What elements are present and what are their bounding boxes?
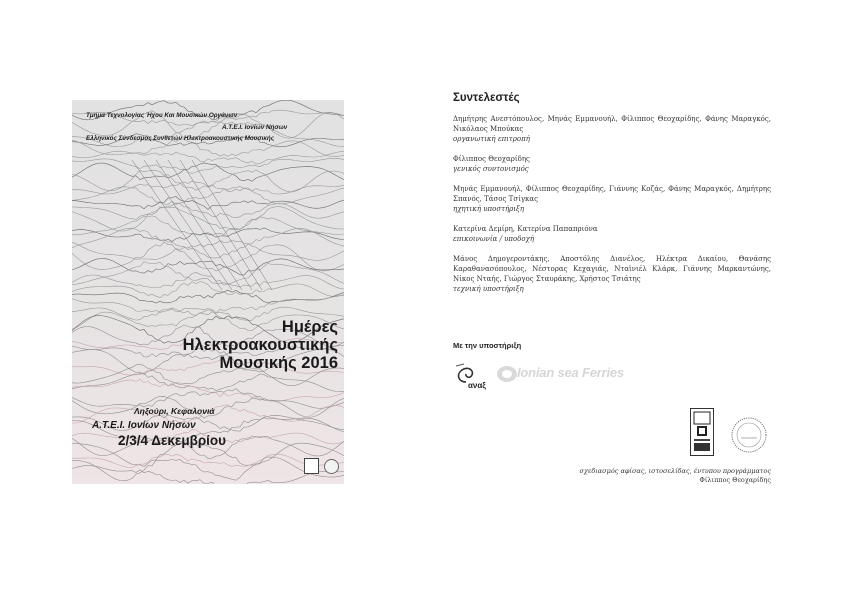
anag-logo-text: αναξ [468, 381, 486, 390]
designer-credit [540, 467, 771, 485]
poster-essim-logo-icon [324, 459, 339, 474]
credit-block [453, 254, 771, 294]
essim-seal-icon [731, 417, 767, 453]
poster-header-association: Ελληνικός Σύνδεσμος Συνθετών Ηλεκτροακουστικής Μουσικής [86, 135, 275, 142]
festival-poster [72, 100, 344, 484]
credit-role: τεχνική υποστήριξη [453, 285, 524, 293]
credit-names: Δημήτρης Ανεστόπουλος, Μηνάς Εμμανουήλ, Φίλιππος Θεοχαρίδης, Φάνης Μαραγκός, Νικόλαος Μπούκας [453, 115, 771, 133]
credit-role: οργανωτική επιτροπή [453, 135, 530, 143]
poster-title-line-2: Ηλεκτροακουστικής [182, 336, 338, 354]
poster-title [183, 318, 338, 372]
support-title: Με την υποστήριξη [453, 341, 522, 350]
credit-block [453, 184, 771, 214]
designer-role: σχεδιασμός αφίσας, ιστοσελίδας, έντυπου προγράμματος [579, 467, 771, 475]
credit-block [453, 154, 771, 174]
ionian-ferries-logo-text: Ionian sea Ferries [517, 365, 624, 380]
poster-location: Ληξούρι, Κεφαλονιά [134, 406, 215, 416]
credit-names: Μηνάς Εμμανουήλ, Φίλιππος Θεοχαρίδης, Γιάννης Κοζάς, Φάνης Μαραγκός, Δημήτρης Σπανός, Τάσος Τσίγκας [453, 185, 771, 203]
credit-names: Μάνος Δημογεροντάκης, Αποστόλης Διανέλος, Ηλέκτρα Δικαίου, Θανάσης Καραθανασόπουλος, Νέστορας Κεχαγιάς, Νταϊνιέλ Κλάρκ, Γιάννης Μαρκαντώνης, Νίκος Νταής, Γιώργος Σταυράκης, Χρήστος Τσιάτης [453, 255, 771, 283]
credit-block [453, 114, 771, 144]
credit-role: επικοινωνία / υποδοχή [453, 235, 535, 243]
university-seal-icon [690, 408, 714, 456]
poster-header-department: Τμήμα Τεχνολογίας Ήχου Και Μουσικών Οργάνων [86, 112, 238, 119]
poster-university-logo-icon [304, 458, 319, 474]
credits-heading: Συντελεστές [453, 92, 520, 104]
poster-title-line-1: Ημέρες [281, 318, 338, 336]
credit-names: Κατερίνα Δεμίρη, Κατερίνα Παπαπριόνα [453, 225, 598, 233]
credit-role: ηχητική υποστήριξη [453, 205, 525, 213]
poster-institution: Α.Τ.Ε.Ι. Ιονίων Νήσων [92, 420, 196, 431]
credit-role: γενικός συντονισμός [453, 165, 529, 173]
credit-block [453, 224, 771, 244]
poster-title-line-3: Μουσικής 2016 [219, 354, 338, 372]
designer-name: Φίλιππος Θεοχαρίδης [699, 476, 771, 484]
poster-dates: 2/3/4 Δεκεμβρίου [118, 433, 227, 448]
credit-names: Φίλιππος Θεοχαρίδης [453, 155, 530, 163]
poster-header-institution: Α.Τ.Ε.Ι. Ιονίων Νήσων [222, 124, 288, 131]
credits-section [453, 92, 771, 304]
